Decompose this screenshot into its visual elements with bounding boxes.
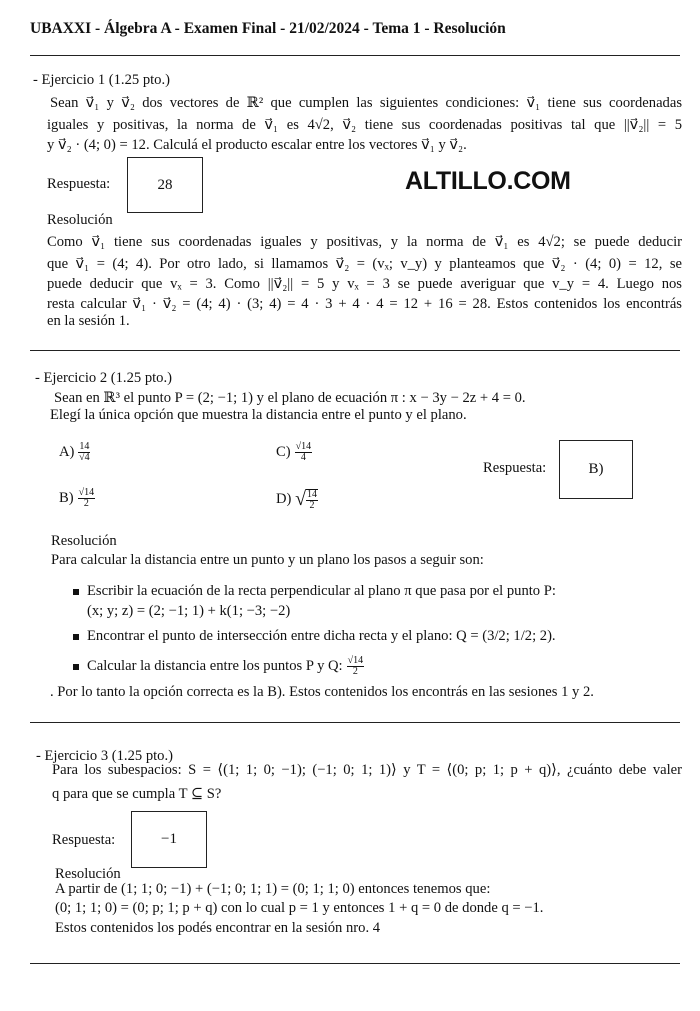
denominator: 2 [309,499,315,511]
root-symbol: √ [295,488,307,510]
resolution-intro: Para calcular la distancia entre un punto y un plano los pasos a seguir son: [51,552,484,568]
denominator: 2 [83,498,89,509]
exercise-heading: - Ejercicio 1 (1.25 pto.) [33,72,170,88]
option-d[interactable] [276,488,318,511]
option-c[interactable] [276,442,312,463]
option-b[interactable] [59,488,95,509]
resolution-line: Como v⃗₁ tiene sus coordenadas iguales y positivas, y la norma de v⃗₁ es 4√2; se puede deducir [47,234,682,250]
step-equation: (x; y; z) = (2; −1; 1) + k(1; −3; −2) [87,603,291,619]
answer-label: Respuesta: [483,460,547,476]
answer-value: −1 [161,831,177,847]
divider [30,55,680,56]
divider [30,963,680,964]
step-item [73,656,364,677]
statement-line: Sean v⃗₁ y v⃗₂ dos vectores de ℝ² que cumplen las siguientes condiciones: v⃗₁ tiene sus coordenadas [50,95,682,111]
statement-line: Sean en ℝ³ el punto P = (2; −1; 1) y el plano de ecuación π : x − 3y − 2z + 4 = 0. [54,390,526,406]
answer-value: 28 [157,176,173,193]
option-a[interactable] [59,442,90,463]
denominator: 2 [352,666,358,677]
resolution-line: (0; 1; 1; 0) = (0; p; 1; p + q) con lo cual p = 1 y entonces 1 + q = 0 de donde q = −1. [55,900,544,916]
numerator: 14 [307,488,318,500]
step-text: Calcular la distancia entre los puntos P y Q: [87,657,343,674]
option-label: A) [59,443,75,460]
answer-value: B) [588,461,604,477]
exercise-heading: - Ejercicio 3 (1.25 pto.) [36,748,173,764]
divider [30,350,680,351]
statement-line: q para que se cumpla T ⊆ S? [52,786,222,802]
statement-line: iguales y positivas, la norma de v⃗₁ es 4√2, v⃗₂ tiene sus coordenadas positivas tal que ||v⃗₂|| = 5 [47,117,682,133]
resolution-line: A partir de (1; 1; 0; −1) + (−1; 0; 1; 1) = (0; 1; 1; 0) entonces tenemos que: [55,881,491,897]
answer-box [127,157,203,213]
step-item [73,583,556,600]
bullet-icon [73,664,79,670]
statement-line: y v⃗₂ · (4; 0) = 12. Calculá el producto escalar entre los vectores v⃗₁ y v⃗₂. [47,137,467,153]
option-label: D) [276,490,292,507]
resolution-line: puede deducir que vₓ = 3. Como ||v⃗₂|| = 5 y vₓ = 3 se puede averiguar que v_y = 4. Luego nos [47,276,682,292]
answer-label: Respuesta: [47,176,111,192]
step-item [73,628,556,645]
step-text: Encontrar el punto de intersección entre dicha recta y el plano: Q = (3/2; 1/2; 2). [87,628,556,644]
answer-box [559,440,633,499]
resolution-label: Resolución [55,866,121,882]
step-text: Escribir la ecuación de la recta perpendicular al plano π que pasa por el punto P: [87,583,556,599]
answer-box [131,811,207,868]
option-label: B) [59,489,74,506]
page-title: UBAXXI - Álgebra A - Examen Final - 21/02/2024 - Tema 1 - Resolución [30,20,506,37]
denominator: 4 [300,452,306,463]
answer-label: Respuesta: [52,832,116,848]
numerator: 14 [79,441,90,452]
divider [30,722,680,723]
numerator: √14 [78,487,95,498]
bullet-icon [73,589,79,595]
numerator: √14 [347,655,364,666]
denominator: √4 [79,452,90,463]
resolution-label: Resolución [47,212,113,228]
resolution-line: que v⃗₁ = (4; 4). Por otro lado, si llamamos v⃗₂ = (vₓ; v_y) y planteamos que v⃗₂ · (4; 0) = 12, se [47,256,682,272]
option-label: C) [276,443,291,460]
statement-line: Para los subespacios: S = ⟨(1; 1; 0; −1); (−1; 0; 1; 1)⟩ y T = ⟨(0; p; 1; p + q)⟩, ¿cuánto debe valer [52,762,682,778]
numerator: √14 [295,441,312,452]
exercise-heading: - Ejercicio 2 (1.25 pto.) [35,370,172,386]
resolution-line: Estos contenidos los podés encontrar en la sesión nro. 4 [55,920,381,936]
statement-line: Elegí la única opción que muestra la distancia entre el punto y el plano. [50,407,467,423]
resolution-label: Resolución [51,533,117,549]
bullet-icon [73,634,79,640]
watermark-logo: ALTILLO.COM [405,167,571,195]
conclusion: . Por lo tanto la opción correcta es la B). Estos contenidos los encontrás en las sesiones 1 y 2. [50,684,594,700]
resolution-line: resta calcular v⃗₁ · v⃗₂ = (4; 4) · (3; 4) = 4 · 3 + 4 · 4 = 12 + 16 = 28. Estos contenidos los encontrás [47,296,682,312]
resolution-line: en la sesión 1. [47,313,130,329]
